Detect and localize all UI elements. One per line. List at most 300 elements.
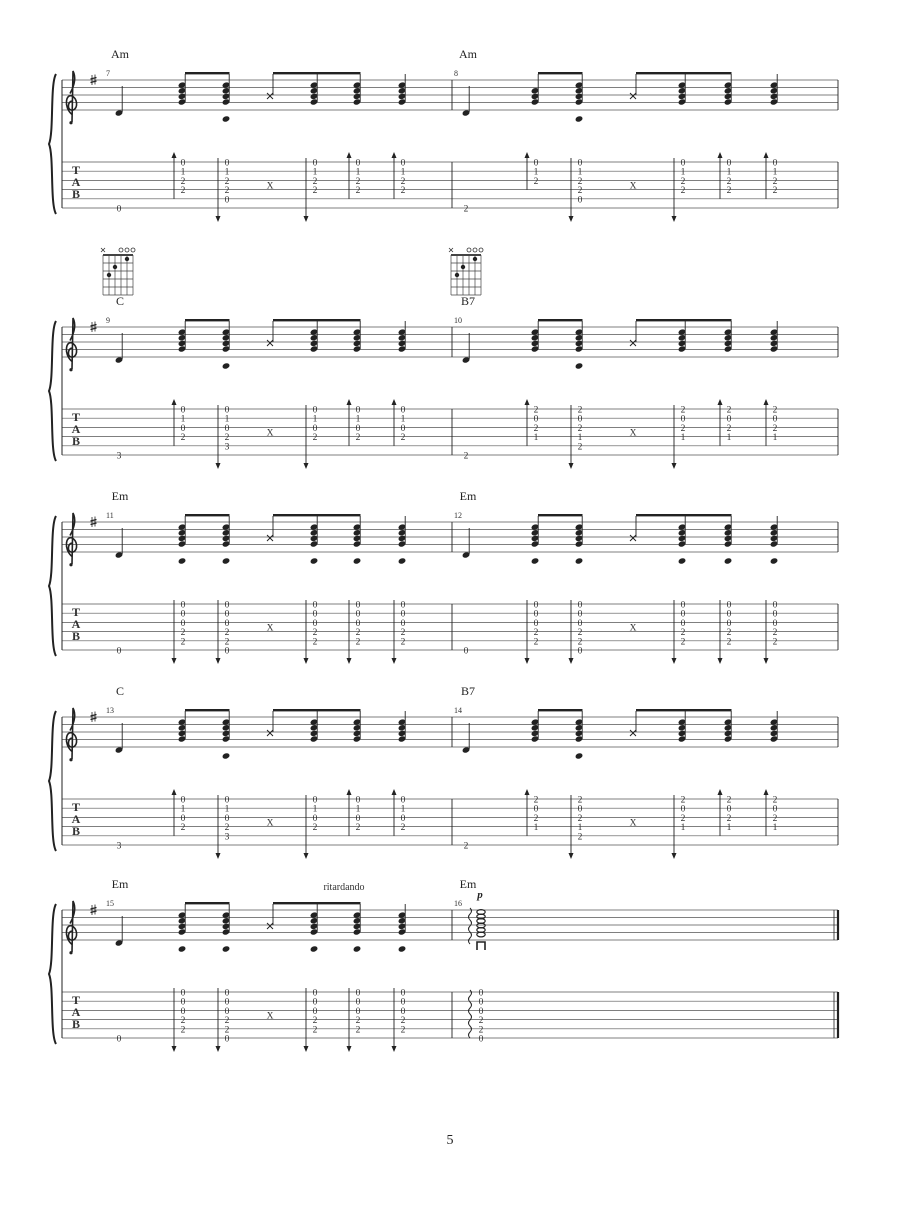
tab-fret-number: 1 xyxy=(680,167,686,178)
tab-fret-number: 2 xyxy=(726,628,732,639)
strum-down-arrowhead xyxy=(216,463,221,469)
tab-fret-number: 0 xyxy=(355,997,361,1008)
chord-symbol: Am xyxy=(459,47,477,61)
chord-symbol: Am xyxy=(111,47,129,61)
beam xyxy=(273,319,318,321)
tab-fret-number: 1 xyxy=(355,804,361,815)
measure-number: 16 xyxy=(454,899,462,908)
strum-down-arrowhead xyxy=(304,1046,309,1052)
notation-staff xyxy=(62,717,838,747)
system-3 xyxy=(49,489,838,664)
tab-fret-number: 1 xyxy=(180,167,186,178)
notehead xyxy=(575,115,584,122)
tab-fret-number: 0 xyxy=(400,158,406,169)
tab-fret-number: 2 xyxy=(224,186,230,197)
tab-fret-number: 2 xyxy=(772,637,778,648)
strum-down-arrowhead xyxy=(569,216,574,222)
strum-up-arrowhead xyxy=(718,789,723,795)
strum-down-arrowhead xyxy=(347,658,352,664)
strum-up-arrowhead xyxy=(392,152,397,158)
tab-fret-number: 0 xyxy=(224,997,230,1008)
tab-fret-number: 2 xyxy=(312,1025,318,1036)
strum-up-arrowhead xyxy=(172,152,177,158)
tab-fret-number: 0 xyxy=(312,988,318,999)
tab-muted-strum: X xyxy=(266,181,274,192)
tab-fret-number: 2 xyxy=(400,1016,406,1027)
notehead xyxy=(353,945,362,952)
tab-fret-number: 0 xyxy=(726,609,732,620)
beam xyxy=(685,319,732,321)
strum-up-arrowhead xyxy=(764,399,769,405)
strum-up-arrowhead xyxy=(764,789,769,795)
tab-fret-number: 0 xyxy=(726,804,732,815)
tab-fret-number: 0 xyxy=(180,423,186,434)
system-4 xyxy=(49,684,838,859)
tab-fret-number: 0 xyxy=(478,997,484,1008)
clef-dot xyxy=(69,951,72,954)
tab-fret-number: 2 xyxy=(355,433,361,444)
tab-fret-number: 0 xyxy=(180,795,186,806)
strum-up-arrowhead xyxy=(172,399,177,405)
measure-13 xyxy=(106,684,406,859)
tab-muted-strum: X xyxy=(266,1011,274,1022)
tab-bass-fret: 0 xyxy=(116,204,122,215)
strum-up-arrowhead xyxy=(525,789,530,795)
strum-down-arrowhead xyxy=(304,853,309,859)
system-brace xyxy=(49,321,56,461)
strum-down-arrowhead xyxy=(347,1046,352,1052)
tab-fret-number: 1 xyxy=(224,414,230,425)
tab-fret-number: 0 xyxy=(355,1006,361,1017)
tab-fret-number: 1 xyxy=(312,167,318,178)
tab-fret-number: 2 xyxy=(772,813,778,824)
strum-down-arrowhead xyxy=(304,658,309,664)
tab-fret-number: 2 xyxy=(726,795,732,806)
tab-fret-number: 2 xyxy=(772,628,778,639)
strum-up-arrowhead xyxy=(718,399,723,405)
tab-fret-number: 0 xyxy=(400,813,406,824)
tab-fret-number: 2 xyxy=(533,637,539,648)
tab-fret-number: 2 xyxy=(224,823,230,834)
tab-fret-number: 2 xyxy=(355,186,361,197)
tab-bass-fret: 3 xyxy=(116,841,122,852)
beam xyxy=(185,902,230,904)
tab-fret-number: 2 xyxy=(680,795,686,806)
measure-number: 12 xyxy=(454,511,462,520)
tab-fret-number: 2 xyxy=(680,637,686,648)
strum-down-arrowhead xyxy=(569,463,574,469)
strum-down-arrowhead xyxy=(672,658,677,664)
beam xyxy=(685,72,732,74)
tab-fret-number: 0 xyxy=(224,405,230,416)
notehead xyxy=(222,115,231,122)
tab-fret-number: 0 xyxy=(577,195,583,206)
tab-fret-number: 0 xyxy=(400,600,406,611)
notehead xyxy=(353,557,362,564)
tab-fret-number: 0 xyxy=(533,600,539,611)
notehead xyxy=(770,557,779,564)
tab-fret-number: 1 xyxy=(680,433,686,444)
chord-symbol: Em xyxy=(111,877,129,891)
clef-dot xyxy=(69,368,72,371)
beam xyxy=(636,72,686,74)
tab-fret-number: 0 xyxy=(224,646,230,657)
tab-fret-number: 0 xyxy=(224,195,230,206)
strum-down-arrowhead xyxy=(569,853,574,859)
beam xyxy=(273,72,318,74)
tab-fret-number: 2 xyxy=(772,795,778,806)
measure-number: 15 xyxy=(106,899,114,908)
tab-fret-number: 2 xyxy=(180,637,186,648)
tab-fret-number: 2 xyxy=(180,176,186,187)
strum-down-arrowhead xyxy=(392,658,397,664)
tab-fret-number: 2 xyxy=(726,405,732,416)
tab-fret-number: 2 xyxy=(772,405,778,416)
treble-clef-icon xyxy=(66,513,76,564)
tab-fret-number: 2 xyxy=(772,176,778,187)
tab-fret-number: 1 xyxy=(180,804,186,815)
strum-down-arrowhead xyxy=(569,658,574,664)
notehead xyxy=(398,945,407,952)
chord-symbol: C xyxy=(115,684,125,698)
measure-number: 13 xyxy=(106,706,114,715)
strum-up-arrowhead xyxy=(525,399,530,405)
page-number: 5 xyxy=(446,1133,454,1148)
tab-fret-number: 1 xyxy=(772,433,778,444)
tab-fret-number: 2 xyxy=(680,186,686,197)
tab-fret-number: 2 xyxy=(400,1025,406,1036)
tab-bass-fret: 2 xyxy=(463,451,469,462)
tab-muted-strum: X xyxy=(629,818,637,829)
beam xyxy=(273,514,318,516)
tab-fret-number: 2 xyxy=(400,637,406,648)
tab-fret-number: 0 xyxy=(355,158,361,169)
beam xyxy=(685,709,732,711)
tab-fret-number: 0 xyxy=(224,618,230,629)
tab-fret-number: 0 xyxy=(224,609,230,620)
system-5 xyxy=(49,877,838,1052)
arpeggio-icon xyxy=(469,908,472,944)
tab-clef-letter: T xyxy=(71,605,81,619)
notehead xyxy=(222,945,231,952)
tab-fret-number: 1 xyxy=(726,433,732,444)
tab-fret-number: 0 xyxy=(680,618,686,629)
tab-bass-fret: 0 xyxy=(116,646,122,657)
tab-fret-number: 2 xyxy=(312,823,318,834)
measure-14 xyxy=(454,684,778,859)
tab-fret-number: 1 xyxy=(400,167,406,178)
beam xyxy=(317,319,361,321)
beam xyxy=(185,514,230,516)
strum-up-arrowhead xyxy=(347,152,352,158)
strum-up-arrowhead xyxy=(172,789,177,795)
tab-fret-number: 0 xyxy=(400,988,406,999)
tab-staff xyxy=(62,992,838,1038)
tab-clef-letter: T xyxy=(71,800,81,814)
tab-clef-letter: A xyxy=(71,422,81,436)
beam xyxy=(317,902,361,904)
tab-fret-number: 0 xyxy=(180,609,186,620)
measure-8 xyxy=(454,47,778,222)
tab-clef-letter: B xyxy=(71,187,81,201)
strum-down-arrowhead xyxy=(672,463,677,469)
clef-dot xyxy=(69,563,72,566)
strum-up-arrowhead xyxy=(347,789,352,795)
tab-clef-letter: T xyxy=(71,163,81,177)
tab-fret-number: 1 xyxy=(577,433,583,444)
tab-clef-letter: A xyxy=(71,812,81,826)
measure-11 xyxy=(106,489,406,664)
tab-fret-number: 2 xyxy=(180,186,186,197)
tab-fret-number: 2 xyxy=(726,423,732,434)
tab-clef-letter: B xyxy=(71,434,81,448)
chord-symbol: Em xyxy=(459,877,477,891)
tab-fret-number: 0 xyxy=(224,600,230,611)
treble-clef-icon xyxy=(66,901,76,952)
strum-down-arrowhead xyxy=(764,658,769,664)
beam xyxy=(273,709,318,711)
tab-fret-number: 0 xyxy=(180,997,186,1008)
tab-fret-number: 0 xyxy=(577,804,583,815)
strum-down-arrowhead xyxy=(216,216,221,222)
tab-clef-letter: T xyxy=(71,410,81,424)
tab-fret-number: 2 xyxy=(312,1016,318,1027)
tab-fret-number: 2 xyxy=(355,823,361,834)
tab-fret-number: 1 xyxy=(355,414,361,425)
tab-fret-number: 2 xyxy=(312,176,318,187)
tab-fret-number: 2 xyxy=(224,1025,230,1036)
tab-clef-letter: T xyxy=(71,993,81,1007)
strum-down-arrowhead xyxy=(216,1046,221,1052)
beam xyxy=(185,72,230,74)
tab-fret-number: 2 xyxy=(726,813,732,824)
tab-fret-number: 3 xyxy=(224,442,230,453)
tab-fret-number: 2 xyxy=(726,637,732,648)
notehead xyxy=(575,557,584,564)
measure-number: 8 xyxy=(454,69,458,78)
system-1 xyxy=(49,47,838,222)
tab-muted-strum: X xyxy=(629,623,637,634)
tab-fret-number: 0 xyxy=(312,600,318,611)
beam xyxy=(317,709,361,711)
treble-clef-icon xyxy=(66,71,76,122)
tab-fret-number: 1 xyxy=(726,823,732,834)
beam xyxy=(273,902,318,904)
tab-fret-number: 0 xyxy=(355,423,361,434)
tab-fret-number: 0 xyxy=(400,997,406,1008)
notation-staff xyxy=(62,80,838,110)
notehead xyxy=(724,557,733,564)
tab-fret-number: 1 xyxy=(312,414,318,425)
beam xyxy=(538,72,583,74)
chord-symbol: Em xyxy=(459,489,477,503)
tab-fret-number: 0 xyxy=(577,646,583,657)
beam xyxy=(636,319,686,321)
tab-fret-number: 2 xyxy=(180,823,186,834)
notehead xyxy=(310,557,319,564)
strum-down-arrowhead xyxy=(304,463,309,469)
tab-fret-number: 0 xyxy=(355,405,361,416)
tab-fret-number: 2 xyxy=(312,433,318,444)
measure-number: 14 xyxy=(454,706,462,715)
tab-fret-number: 2 xyxy=(772,186,778,197)
tab-fret-number: 2 xyxy=(400,628,406,639)
tab-bass-fret: 0 xyxy=(116,1034,122,1045)
tab-fret-number: 1 xyxy=(577,823,583,834)
tab-fret-number: 2 xyxy=(577,628,583,639)
tab-fret-number: 0 xyxy=(312,813,318,824)
tab-fret-number: 0 xyxy=(180,405,186,416)
measure-number: 11 xyxy=(106,511,114,520)
tab-fret-number: 0 xyxy=(355,618,361,629)
beam xyxy=(185,709,230,711)
tab-fret-number: 2 xyxy=(355,628,361,639)
tab-fret-number: 0 xyxy=(726,158,732,169)
tab-fret-number: 2 xyxy=(400,176,406,187)
tab-fret-number: 1 xyxy=(400,804,406,815)
tab-fret-number: 1 xyxy=(400,414,406,425)
tab-fret-number: 2 xyxy=(478,1025,484,1036)
tab-fret-number: 0 xyxy=(312,423,318,434)
strum-up-arrowhead xyxy=(392,399,397,405)
tab-fret-number: 0 xyxy=(400,609,406,620)
tab-fret-number: 0 xyxy=(577,600,583,611)
tab-fret-number: 0 xyxy=(224,795,230,806)
tab-fret-number: 1 xyxy=(180,414,186,425)
tab-fret-number: 0 xyxy=(680,609,686,620)
tab-fret-number: 2 xyxy=(400,433,406,444)
dynamic-marking: p xyxy=(477,889,483,901)
strum-up-arrowhead xyxy=(764,152,769,158)
tab-arpeggio-icon xyxy=(469,990,472,1038)
tab-fret-number: 2 xyxy=(577,176,583,187)
tab-fret-number: 0 xyxy=(680,158,686,169)
tempo-marking: ritardando xyxy=(323,882,365,893)
strum-down-arrowhead xyxy=(718,658,723,664)
notehead xyxy=(222,362,231,369)
tab-fret-number: 1 xyxy=(577,167,583,178)
clef-dot xyxy=(69,121,72,124)
measure-9 xyxy=(101,248,406,469)
tab-bass-fret: 2 xyxy=(463,204,469,215)
tab-fret-number: 1 xyxy=(772,167,778,178)
tab-staff xyxy=(62,799,838,845)
tab-bass-fret: 3 xyxy=(116,451,122,462)
measure-15 xyxy=(106,877,406,1052)
chord-diagram xyxy=(449,248,483,295)
tab-fret-number: 2 xyxy=(577,795,583,806)
chord-diagram xyxy=(101,248,135,295)
tab-fret-number: 0 xyxy=(224,1034,230,1045)
tab-fret-number: 2 xyxy=(224,637,230,648)
tab-fret-number: 2 xyxy=(772,423,778,434)
tab-fret-number: 2 xyxy=(355,176,361,187)
tab-fret-number: 0 xyxy=(533,609,539,620)
tab-muted-strum: X xyxy=(266,623,274,634)
tab-fret-number: 0 xyxy=(533,414,539,425)
beam xyxy=(317,514,361,516)
strum-up-arrowhead xyxy=(347,399,352,405)
beam xyxy=(317,72,361,74)
tab-fret-number: 1 xyxy=(533,167,539,178)
strum-down-arrowhead xyxy=(216,658,221,664)
tab-fret-number: 1 xyxy=(224,804,230,815)
tab-fret-number: 0 xyxy=(312,1006,318,1017)
tab-fret-number: 2 xyxy=(478,1016,484,1027)
tab-fret-number: 0 xyxy=(400,1006,406,1017)
tab-muted-strum: X xyxy=(629,428,637,439)
tab-clef-letter: B xyxy=(71,629,81,643)
tab-fret-number: 2 xyxy=(355,1016,361,1027)
tab-fret-number: 2 xyxy=(577,442,583,453)
tab-clef-letter: A xyxy=(71,175,81,189)
notation-staff xyxy=(62,910,838,940)
tab-fret-number: 2 xyxy=(180,1025,186,1036)
system-brace xyxy=(49,904,56,1044)
tab-clef-letter: A xyxy=(71,617,81,631)
tab-fret-number: 2 xyxy=(224,1016,230,1027)
tab-fret-number: 2 xyxy=(224,433,230,444)
strum-down-arrowhead xyxy=(172,1046,177,1052)
tab-fret-number: 2 xyxy=(224,628,230,639)
tab-fret-number: 0 xyxy=(180,158,186,169)
treble-clef-icon xyxy=(66,708,76,759)
tab-muted-strum: X xyxy=(266,818,274,829)
chord-symbol: Em xyxy=(111,489,129,503)
tab-fret-number: 1 xyxy=(533,433,539,444)
strum-down-arrowhead xyxy=(216,853,221,859)
tab-fret-number: 2 xyxy=(577,637,583,648)
notehead xyxy=(178,945,187,952)
downstroke-icon xyxy=(477,942,485,950)
tab-fret-number: 0 xyxy=(478,988,484,999)
tab-fret-number: 0 xyxy=(772,414,778,425)
notehead xyxy=(678,557,687,564)
tab-fret-number: 2 xyxy=(577,423,583,434)
tab-fret-number: 0 xyxy=(772,609,778,620)
tab-fret-number: 0 xyxy=(355,813,361,824)
tab-fret-number: 0 xyxy=(400,618,406,629)
tab-fret-number: 0 xyxy=(355,600,361,611)
tab-fret-number: 2 xyxy=(577,832,583,843)
tab-fret-number: 0 xyxy=(577,609,583,620)
measure-number: 10 xyxy=(454,316,462,325)
tab-fret-number: 2 xyxy=(680,176,686,187)
tab-clef-letter: B xyxy=(71,824,81,838)
tab-fret-number: 2 xyxy=(312,628,318,639)
clef-dot xyxy=(69,758,72,761)
tab-fret-number: 1 xyxy=(772,823,778,834)
tab-fret-number: 0 xyxy=(312,618,318,629)
tab-fret-number: 2 xyxy=(533,795,539,806)
tab-fret-number: 0 xyxy=(577,618,583,629)
tab-fret-number: 0 xyxy=(355,609,361,620)
tab-fret-number: 0 xyxy=(224,158,230,169)
notation-staff xyxy=(62,522,838,552)
tab-fret-number: 0 xyxy=(400,405,406,416)
tab-muted-strum: X xyxy=(266,428,274,439)
tab-fret-number: 0 xyxy=(577,158,583,169)
tab-fret-number: 2 xyxy=(680,423,686,434)
strum-down-arrowhead xyxy=(304,216,309,222)
tab-fret-number: 0 xyxy=(400,795,406,806)
tab-fret-number: 0 xyxy=(680,600,686,611)
tab-fret-number: 1 xyxy=(726,167,732,178)
tab-fret-number: 0 xyxy=(772,158,778,169)
tab-fret-number: 1 xyxy=(533,823,539,834)
beam xyxy=(538,319,583,321)
strum-down-arrowhead xyxy=(525,658,530,664)
